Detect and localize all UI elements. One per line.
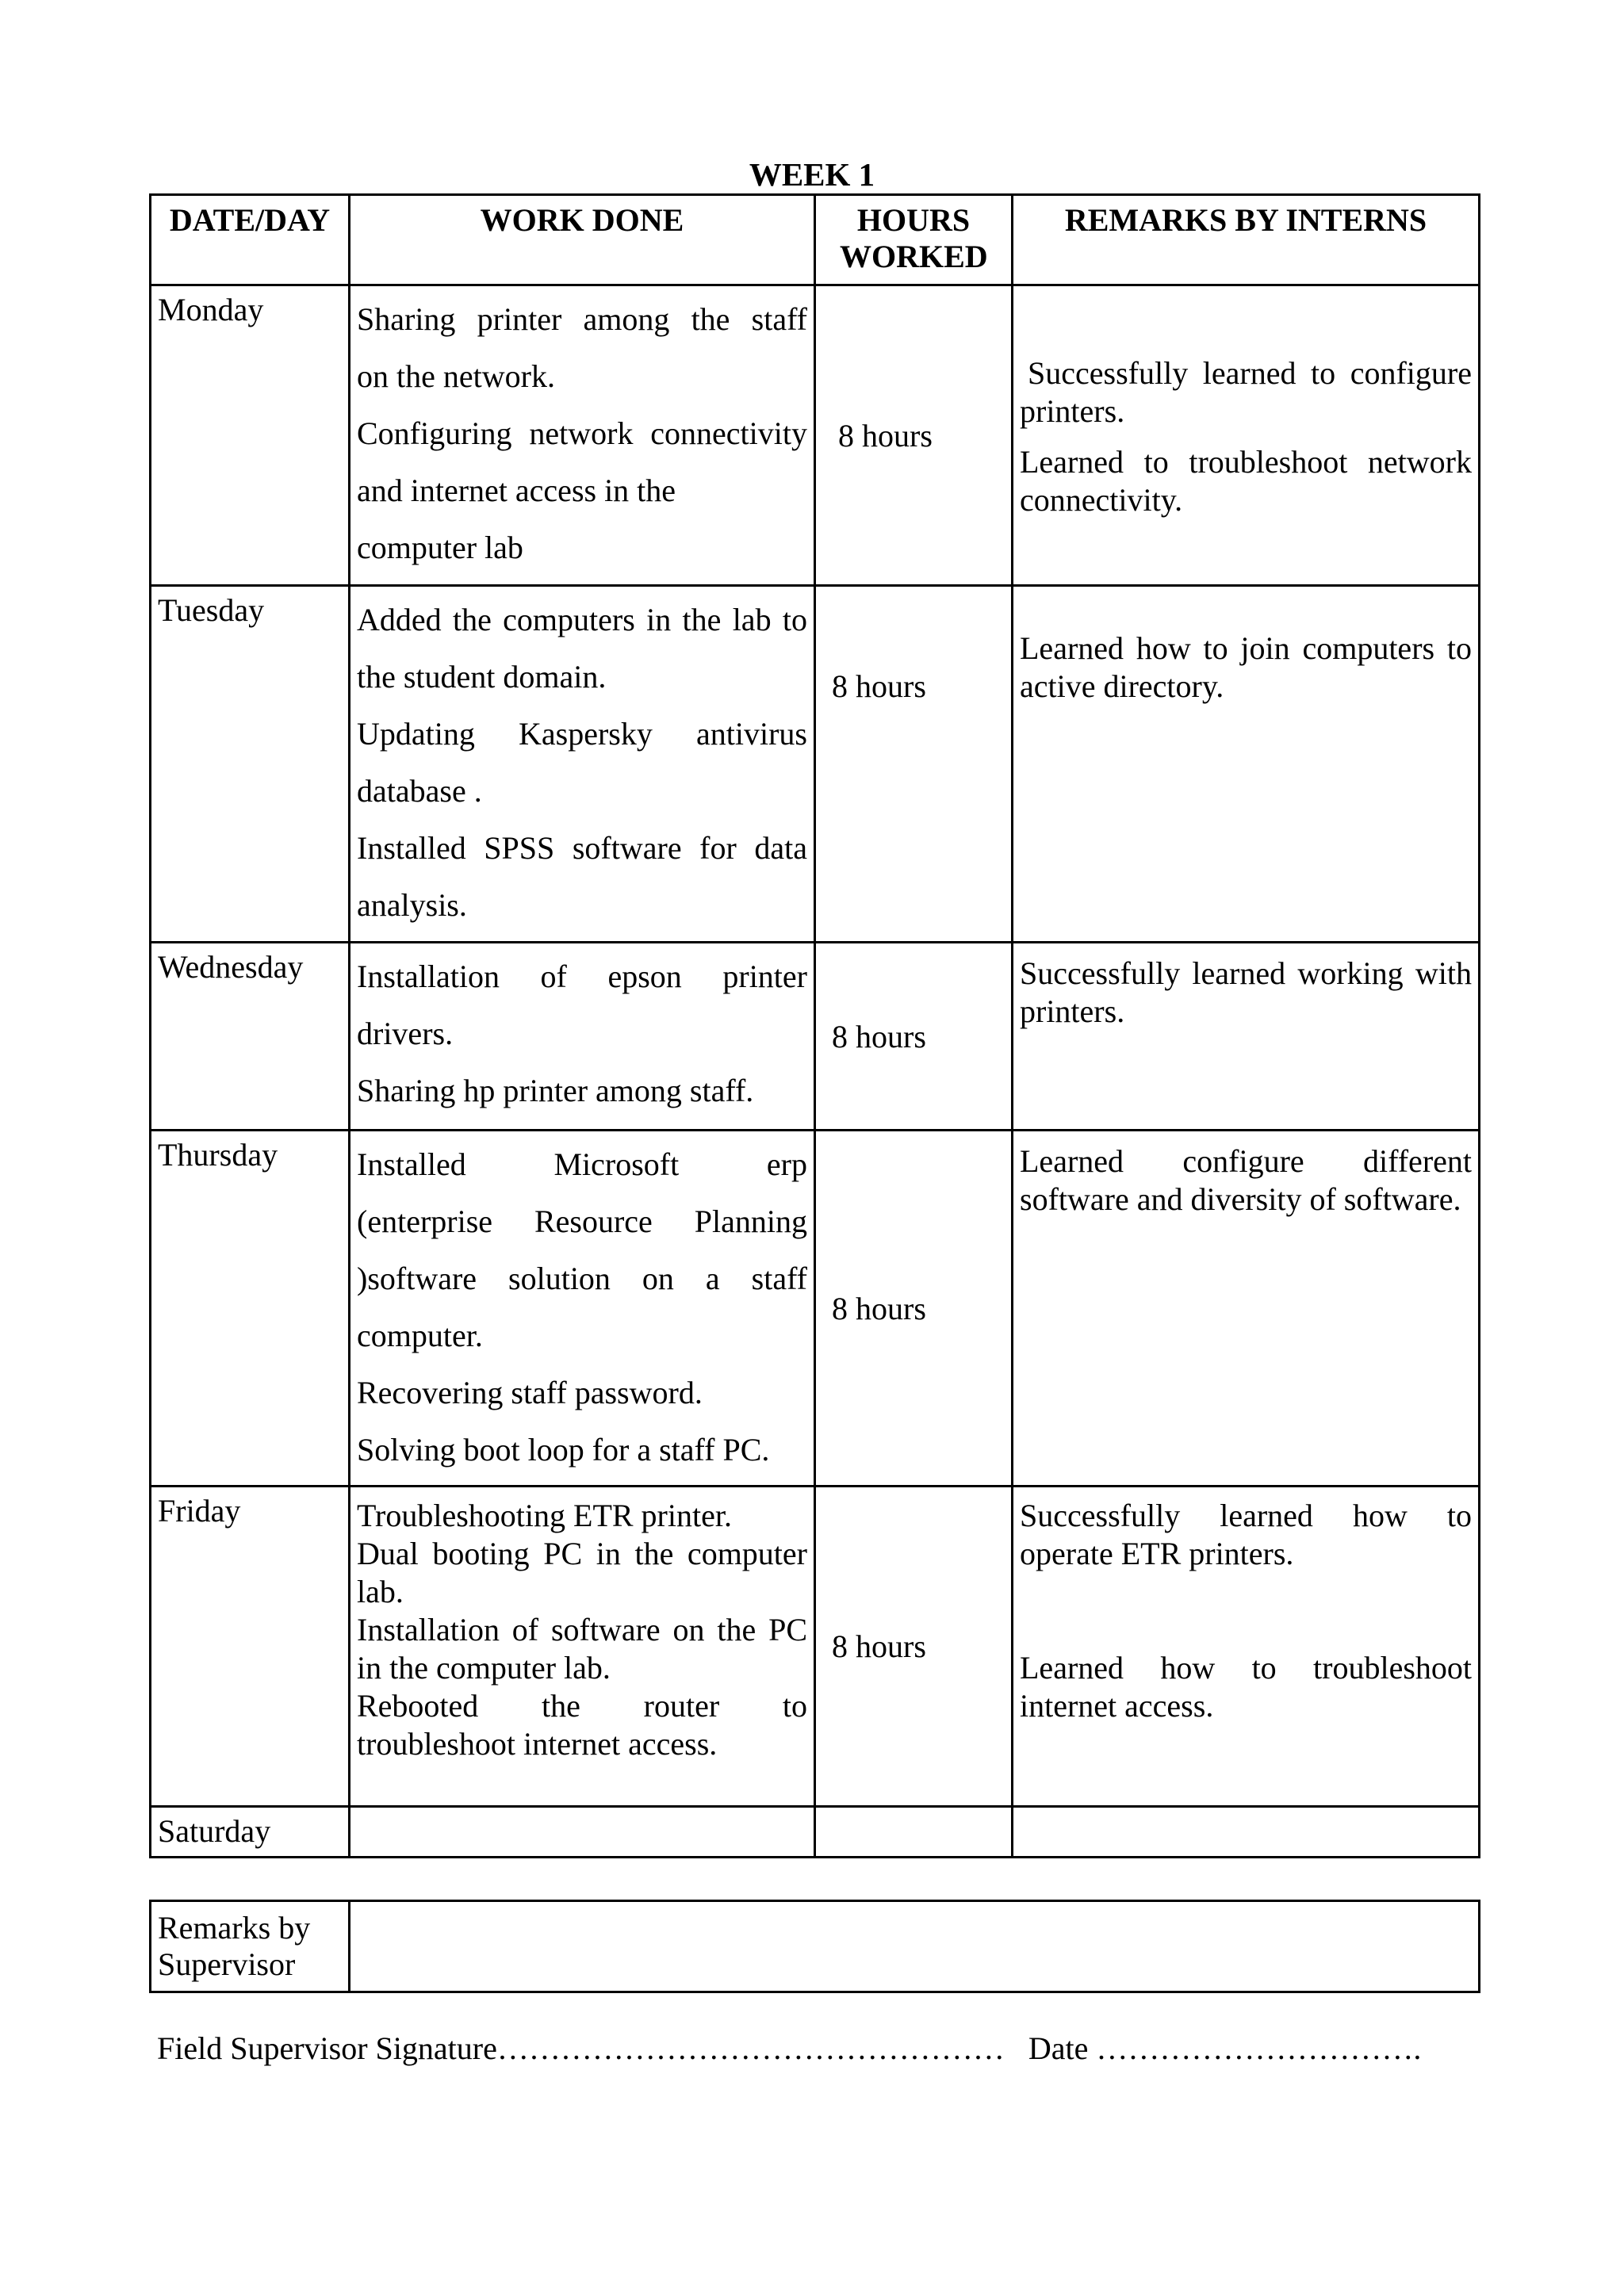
remarks-cell — [1013, 285, 1480, 586]
remark-text: Learned how to join computers to active directory. — [1020, 630, 1472, 704]
work-line: Sharing printer among the staff — [357, 301, 807, 337]
work-line: Configuring network connectivity — [357, 415, 807, 451]
hours-value: 8 hours — [832, 1018, 926, 1054]
table-row-wednesday — [151, 943, 1480, 1131]
work-line: drivers. — [357, 1016, 454, 1051]
work-done-cell — [350, 586, 815, 943]
work-line: Added the computers in the lab to — [357, 602, 807, 637]
work-line: computer. — [357, 1318, 483, 1353]
supervisor-remarks-field[interactable] — [350, 1901, 1480, 1992]
table-row-thursday — [151, 1131, 1480, 1487]
hours-cell — [815, 1131, 1013, 1487]
work-done-cell — [350, 1487, 815, 1807]
day-cell: Thursday — [151, 1131, 350, 1487]
remarks-cell — [1013, 1807, 1480, 1858]
work-done-cell — [350, 943, 815, 1131]
hours-cell — [815, 586, 1013, 943]
work-line: )software solution on a staff — [357, 1261, 807, 1296]
header-work-done: WORK DONE — [350, 195, 815, 285]
table-row-monday — [151, 285, 1480, 586]
remarks-cell — [1013, 1487, 1480, 1807]
work-line: computer lab — [357, 530, 523, 565]
work-line: analysis. — [357, 887, 467, 923]
hours-cell — [815, 943, 1013, 1131]
work-done-cell — [350, 285, 815, 586]
remark-text: Successfully learned working with printers. — [1020, 955, 1472, 1029]
hours-value: 8 hours — [832, 1628, 926, 1664]
supervisor-remarks-table — [149, 1900, 1480, 1993]
supervisor-remarks-row — [151, 1901, 1480, 1992]
work-line: on the network. — [357, 358, 555, 394]
header-hours-worked: HOURS WORKED — [815, 195, 1013, 285]
header-row — [151, 195, 1480, 285]
remark-text: Successfully learned how to operate ETR printers. — [1020, 1498, 1472, 1571]
remark-text: Successfully learned to configure printers. — [1020, 355, 1472, 429]
work-line: Solving boot loop for a staff PC. — [357, 1432, 770, 1468]
work-line: Troubleshooting ETR printer. — [357, 1498, 732, 1533]
remarks-cell — [1013, 586, 1480, 943]
work-line: database . — [357, 773, 482, 809]
hours-value: 8 hours — [832, 1290, 926, 1326]
work-line: Sharing hp printer among staff. — [357, 1073, 754, 1108]
hours-value: 8 hours — [832, 668, 926, 704]
work-done-cell — [350, 1131, 815, 1487]
work-line: the student domain. — [357, 659, 607, 695]
table-row-friday — [151, 1487, 1480, 1807]
hours-cell — [815, 1807, 1013, 1858]
day-cell: Saturday — [151, 1807, 350, 1858]
signature-line: Field Supervisor Signature………………………………………… Date …………………………. — [157, 2030, 1422, 2066]
work-line: Installation of software on the PC in the computer lab. — [357, 1612, 807, 1686]
work-line: (enterprise Resource Planning — [357, 1203, 807, 1239]
remark-text: Learned to troubleshoot network connectivity. — [1020, 444, 1472, 518]
weekly-log-table — [149, 193, 1480, 1858]
table-row-tuesday — [151, 586, 1480, 943]
header-remarks: REMARKS BY INTERNS — [1013, 195, 1480, 285]
day-cell: Monday — [151, 285, 350, 586]
week-title: WEEK 1 — [749, 156, 875, 193]
work-done-cell — [350, 1807, 815, 1858]
work-line: Installed SPSS software for data — [357, 830, 807, 866]
hours-cell — [815, 285, 1013, 586]
day-cell: Tuesday — [151, 586, 350, 943]
work-line: Recovering staff password. — [357, 1375, 703, 1410]
day-cell: Friday — [151, 1487, 350, 1807]
table-row-saturday — [151, 1807, 1480, 1858]
remark-text: Learned how to troubleshoot internet access. — [1020, 1650, 1472, 1724]
remarks-cell — [1013, 943, 1480, 1131]
remarks-cell — [1013, 1131, 1480, 1487]
work-line: Rebooted the router to troubleshoot internet access. — [357, 1688, 807, 1762]
hours-cell — [815, 1487, 1013, 1807]
remark-text: Learned configure different software and diversity of software. — [1020, 1143, 1472, 1217]
day-cell: Wednesday — [151, 943, 350, 1131]
hours-value: 8 hours — [838, 417, 933, 453]
work-line: and internet access in the — [357, 473, 676, 508]
work-line: Dual booting PC in the computer lab. — [357, 1536, 807, 1609]
work-line: Installed Microsoft erp — [357, 1146, 807, 1182]
header-date: DATE/DAY — [151, 195, 350, 285]
supervisor-remarks-label: Remarks by Supervisor — [151, 1901, 350, 1992]
work-line: Updating Kaspersky antivirus — [357, 716, 807, 752]
work-line: Installation of epson printer — [357, 959, 807, 994]
